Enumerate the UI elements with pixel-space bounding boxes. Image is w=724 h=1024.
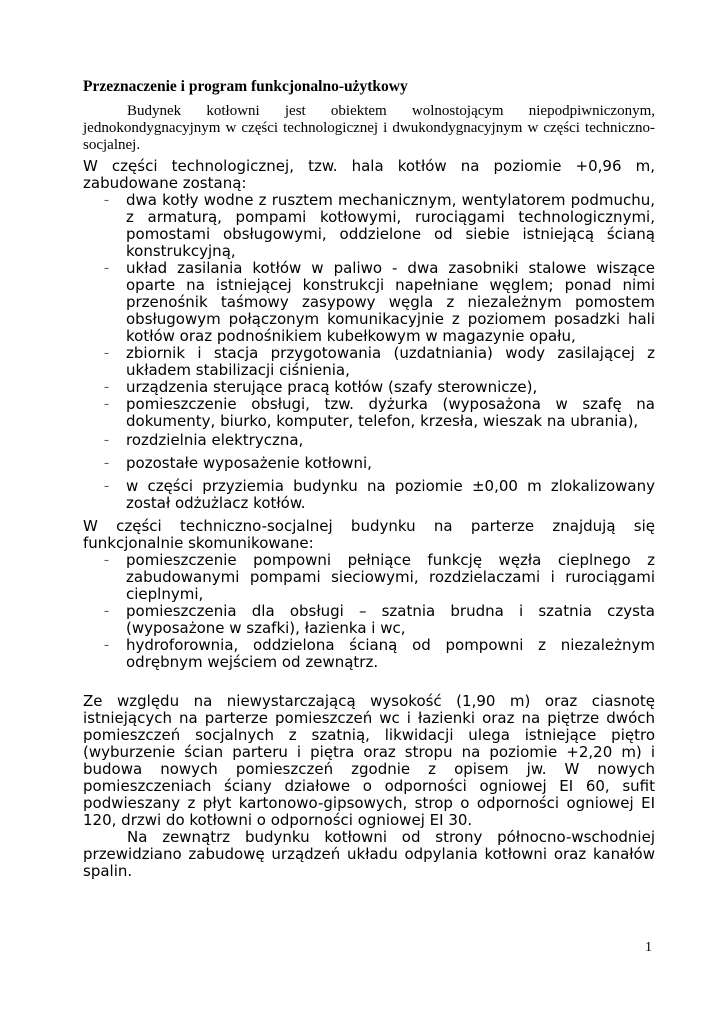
- list-bullet-icon: –: [104, 263, 109, 274]
- height-paragraph: Ze względu na niewystarczającą wysokość (1,90 m) oraz ciasnotę istniejących na parterze pomieszczeń wc i łazienki oraz na piętrze dwóch pomieszczeń socjalnych z szatnią, likwidacji ulega istniejące piętro (wyburzenie ścian parteru i piętra oraz stropu na poziomie +2,20 m) i budowa nowych pomieszczeń zgodnie z opisem jw. W nowych pomieszczeniach ściany działowe o odporności ogniowej EI 60, sufit podwieszany z płyt kartonowo-gipsowych, strop o odporności ogniowej EI 120, drzwi do kotłowni o odporności ogniowej EI 30.: [83, 692, 655, 829]
- page-number: 1: [645, 940, 652, 955]
- list-item: – pomieszczenia dla obsługi – szatnia brudna i szatnia czysta (wyposażone w szafki), łazienka i wc,: [104, 602, 655, 637]
- intro-paragraph: Budynek kotłowni jest obiektem wolnostojącym niepodpiwniczonym, jednokondygnacyjnym w części technologicznej i dwukondygnacyjnym w części techniczno-socjalnej.: [83, 103, 655, 153]
- list-bullet-icon: –: [104, 458, 109, 469]
- list-item: – urządzenia sterujące pracą kotłów (szafy sterownicze),: [104, 378, 538, 396]
- list-item: – hydroforownia, oddzielona ścianą od pompowni z niezależnym odrębnym wejściem od zewnątrz.: [104, 636, 655, 671]
- list-bullet-icon: –: [104, 399, 109, 410]
- list-item: – pomieszczenie pompowni pełniące funkcję węzła cieplnego z zabudowanymi pompami sieciowymi, rozdzielaczami i rurociągami cieplnymi,: [104, 551, 655, 603]
- tech-items-list: [83, 192, 655, 512]
- list-bullet-icon: –: [104, 435, 109, 446]
- section-heading: Przeznaczenie i program funkcjonalno-użytkowy: [83, 78, 408, 95]
- list-item: – dwa kotły wodne z rusztem mechanicznym, wentylatorem podmuchu, z armaturą, pompami kotłowymi, rurociągami technologicznymi, pomostami obsługowymi, oddzielone od siebie istniejącą ścianą konstrukcyjną,: [104, 191, 655, 260]
- tech-intro-paragraph: W części technologicznej, tzw. hala kotłów na poziomie +0,96 m, zabudowane zostaną:: [83, 157, 655, 192]
- list-item: – układ zasilania kotłów w paliwo - dwa zasobniki stalowe wiszące oparte na istniejącej konstrukcji napełniane węglem; ponad nimi przenośnik taśmowy zasypowy węgla z niezależnym pomostem obsługowym połączonym komunikacyjnie z poziomem posadzki hali kotłów oraz podnośnikiem kubełkowym w magazynie opału,: [104, 259, 655, 345]
- social-items-list: [83, 552, 655, 671]
- list-bullet-icon: –: [104, 555, 109, 566]
- outside-paragraph: Na zewnątrz budynku kotłowni od strony północno-wschodniej przewidziano zabudowę urządzeń układu odpylania kotłowni oraz kanałów spalin.: [83, 828, 655, 880]
- list-item: – zbiornik i stacja przygotowania (uzdatniania) wody zasilającej z układem stabilizacji ciśnienia,: [104, 344, 655, 379]
- list-bullet-icon: –: [104, 195, 109, 206]
- list-bullet-icon: –: [104, 606, 109, 617]
- document-body: [83, 78, 655, 880]
- list-bullet-icon: –: [104, 348, 109, 359]
- list-item: – w części przyziemia budynku na poziomie ±0,00 m zlokalizowany został odżużlacz kotłów.: [104, 477, 655, 512]
- list-bullet-icon: –: [104, 481, 109, 492]
- list-item: – pomieszczenie obsługi, tzw. dyżurka (wyposażona w szafę na dokumenty, biurko, komputer, telefon, krzesła, wieszak na ubrania),: [104, 395, 655, 430]
- list-bullet-icon: –: [104, 640, 109, 651]
- list-item: – rozdzielnia elektryczna,: [104, 431, 304, 449]
- list-item: – pozostałe wyposażenie kotłowni,: [104, 454, 372, 472]
- social-intro-paragraph: W części techniczno-socjalnej budynku na parterze znajdują się funkcjonalnie skomunikowane:: [83, 517, 655, 552]
- list-bullet-icon: –: [104, 382, 109, 393]
